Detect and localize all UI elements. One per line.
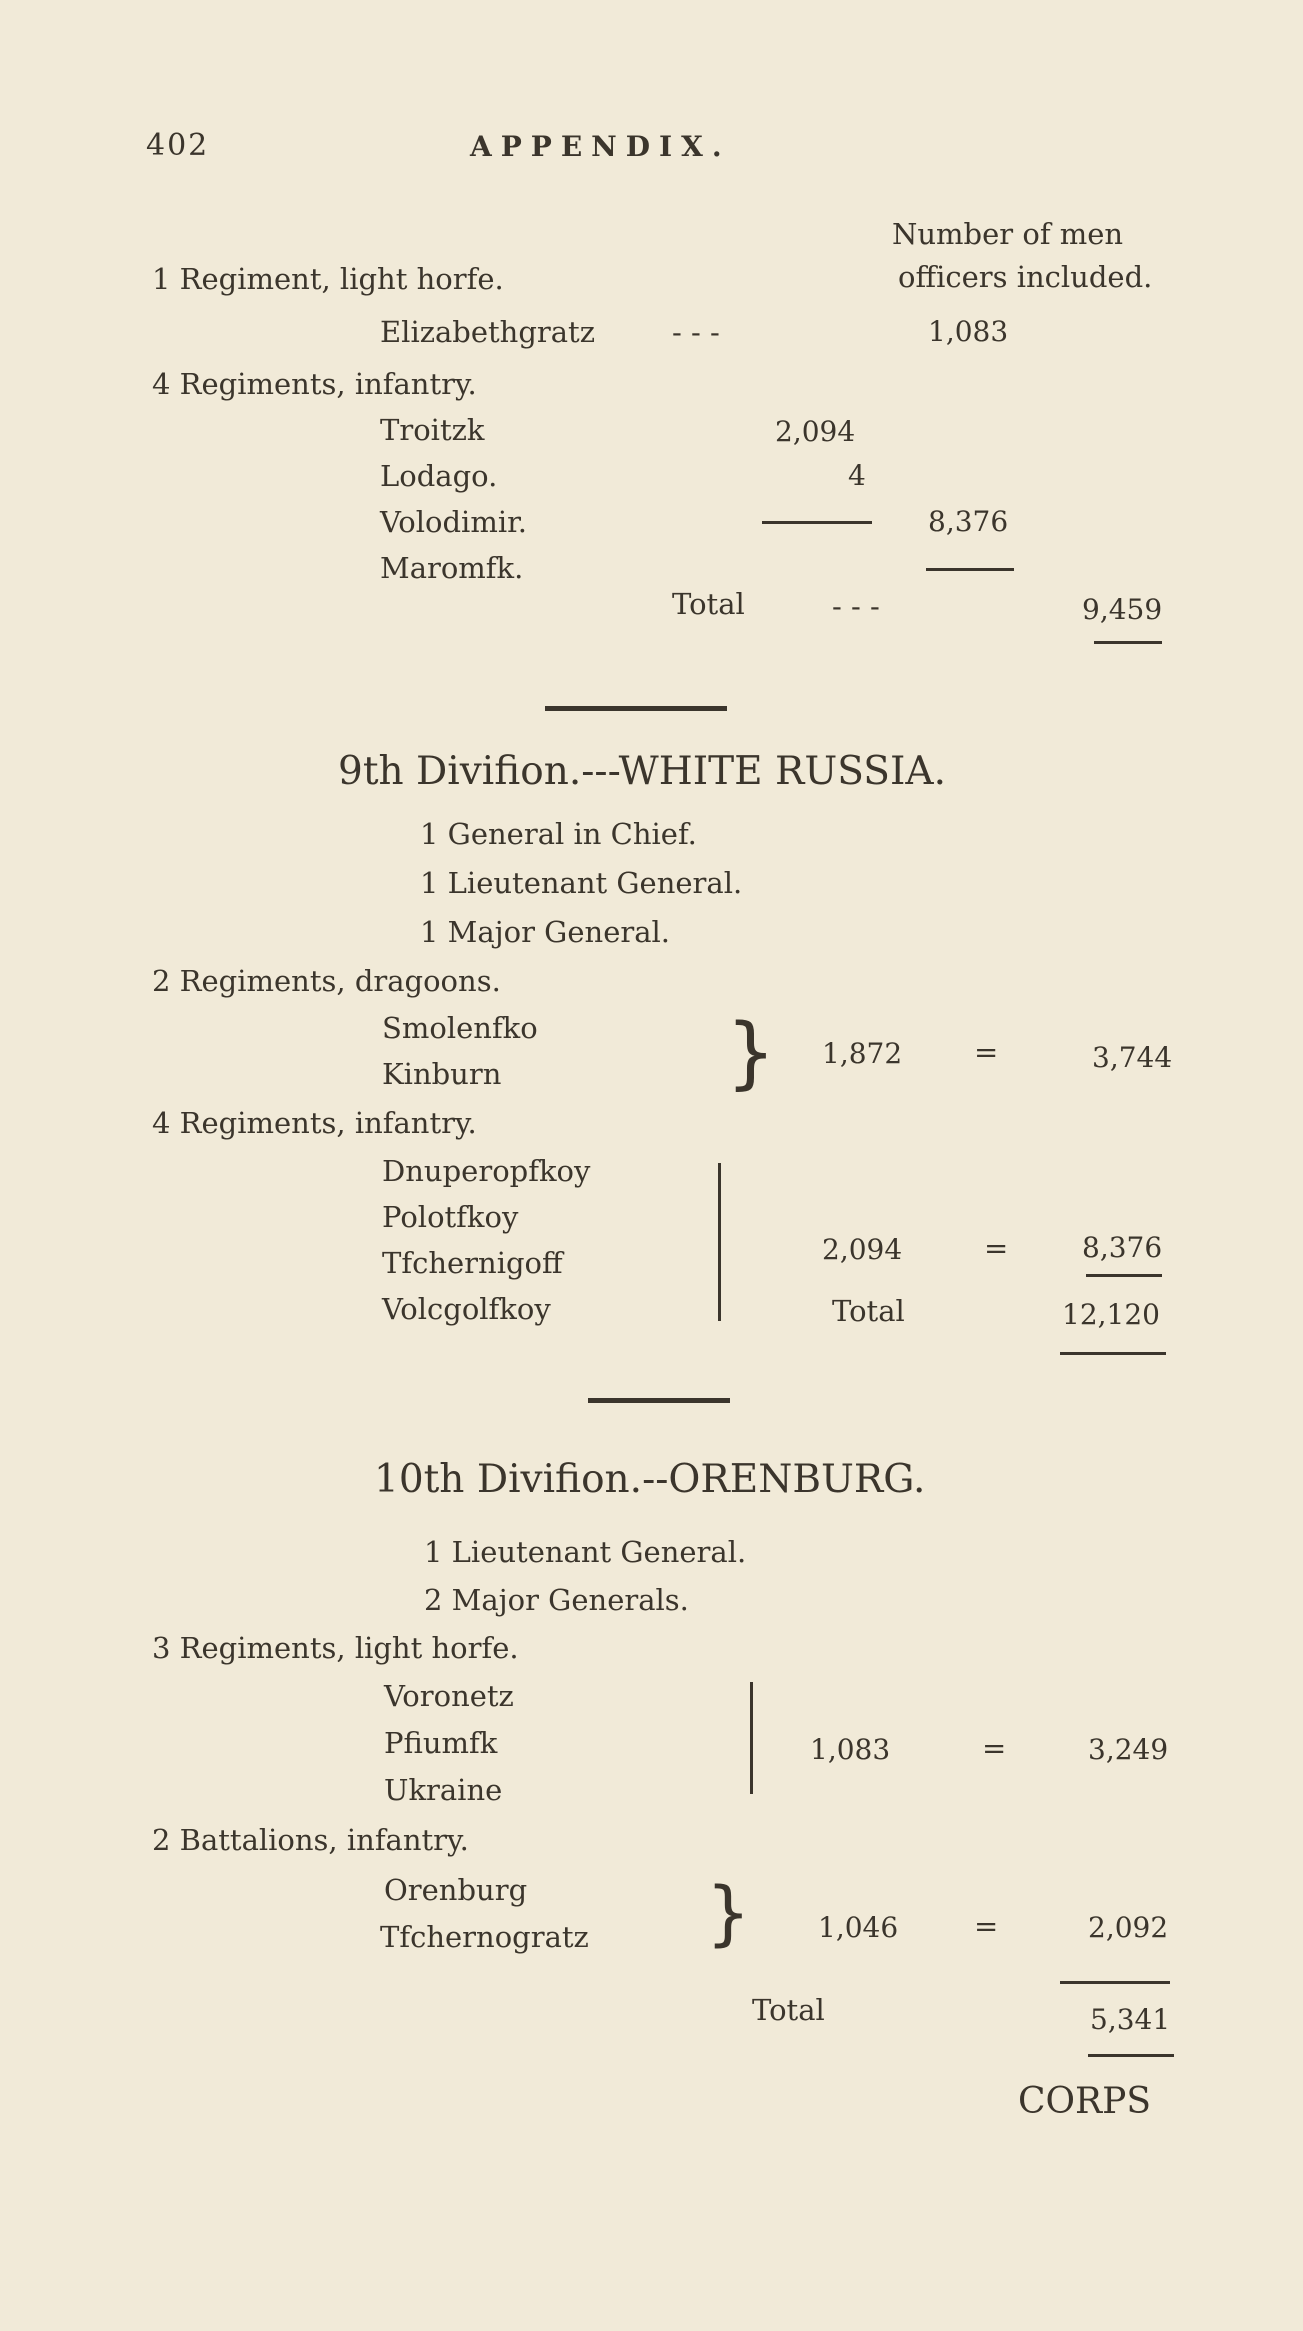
- equals-sign: =: [984, 1231, 1009, 1265]
- regiment-line: 2 Battalions, infantry.: [152, 1823, 469, 1857]
- unit-name: Maromfk.: [380, 551, 524, 585]
- unit-name: Ukraine: [384, 1773, 503, 1807]
- section-divider: [545, 706, 727, 711]
- total-value: 5,341: [1090, 2003, 1171, 2036]
- col-header-line-2: officers included.: [898, 260, 1153, 294]
- value-cell: 8,376: [1082, 1231, 1163, 1264]
- officer-line: 1 Lieutenant General.: [420, 866, 743, 900]
- unit-name: Tfchernigoff: [382, 1246, 563, 1280]
- regiment-line: 4 Regiments, infantry.: [152, 1106, 477, 1140]
- brace-glyph: }: [726, 1008, 776, 1098]
- regiment-line: 2 Regiments, dragoons.: [152, 964, 501, 998]
- officer-line: 1 Major General.: [420, 915, 670, 949]
- page-number: 402: [146, 128, 210, 163]
- regiment-line: 4 Regiments, infantry.: [152, 367, 477, 401]
- unit-name: Smolenfko: [382, 1011, 538, 1045]
- value-cell: 1,872: [822, 1037, 903, 1070]
- officer-line: 1 Lieutenant General.: [424, 1535, 747, 1569]
- total-value: 12,120: [1062, 1298, 1160, 1331]
- total-label: Total: [752, 1993, 825, 2027]
- division-title: 10th Divifion.--ORENBURG.: [374, 1457, 926, 1502]
- value-cell: 3,249: [1088, 1733, 1169, 1766]
- unit-name: Troitzk: [380, 413, 485, 447]
- unit-name: Orenburg: [384, 1873, 528, 1907]
- unit-name: Lodago.: [380, 459, 498, 493]
- sum-rule: [1086, 1274, 1162, 1277]
- value-cell: 1,046: [818, 1911, 899, 1944]
- value-cell: 3,744: [1092, 1041, 1173, 1074]
- col-header-line-1: Number of men: [892, 217, 1124, 251]
- unit-name: Kinburn: [382, 1057, 502, 1091]
- value-cell: 2,092: [1088, 1911, 1169, 1944]
- brace-glyph: [738, 1682, 753, 1794]
- multiplier: 4: [848, 459, 866, 492]
- catchword: CORPS: [1018, 2081, 1152, 2122]
- unit-name: Voronetz: [384, 1679, 514, 1713]
- unit-name: Elizabethgratz: [380, 315, 595, 349]
- value-cell: 1,083: [810, 1733, 891, 1766]
- unit-name: Volcgolfkoy: [382, 1292, 551, 1326]
- sum-rule: [762, 521, 872, 524]
- equals-sign: =: [974, 1909, 999, 1943]
- unit-name: Pfiumfk: [384, 1726, 498, 1760]
- section-divider: [588, 1398, 730, 1403]
- value-cell: 8,376: [928, 505, 1009, 538]
- unit-name: Volodimir.: [380, 505, 527, 539]
- unit-name: Dnuperopfkoy: [382, 1154, 591, 1188]
- total-rule: [1060, 1352, 1166, 1355]
- leader-dashes: - - -: [832, 589, 880, 623]
- value-cell: 1,083: [928, 315, 1009, 348]
- regiment-line: 1 Regiment, light horfe.: [152, 262, 504, 296]
- unit-name: Tfchernogratz: [380, 1920, 589, 1954]
- total-rule: [1088, 2054, 1174, 2057]
- officer-line: 2 Major Generals.: [424, 1583, 689, 1617]
- brace-glyph: [706, 1163, 721, 1321]
- regiment-line: 3 Regiments, light horfe.: [152, 1631, 519, 1665]
- value-cell: 2,094: [822, 1233, 903, 1266]
- equals-sign: =: [982, 1731, 1007, 1765]
- unit-name: Polotfkoy: [382, 1200, 519, 1234]
- total-label: Total: [832, 1294, 905, 1328]
- total-value: 9,459: [1082, 593, 1163, 626]
- equals-sign: =: [974, 1035, 999, 1069]
- sum-rule: [1060, 1981, 1170, 1984]
- value-cell: 2,094: [775, 415, 856, 448]
- brace-glyph: }: [706, 1872, 751, 1954]
- running-head: APPENDIX.: [470, 130, 731, 163]
- officer-line: 1 General in Chief.: [420, 817, 697, 851]
- total-rule: [1094, 641, 1162, 644]
- sum-rule: [926, 568, 1014, 571]
- total-label: Total: [672, 587, 745, 621]
- division-title: 9th Divifion.---WHITE RUSSIA.: [338, 749, 946, 794]
- leader-dashes: - - -: [672, 315, 720, 349]
